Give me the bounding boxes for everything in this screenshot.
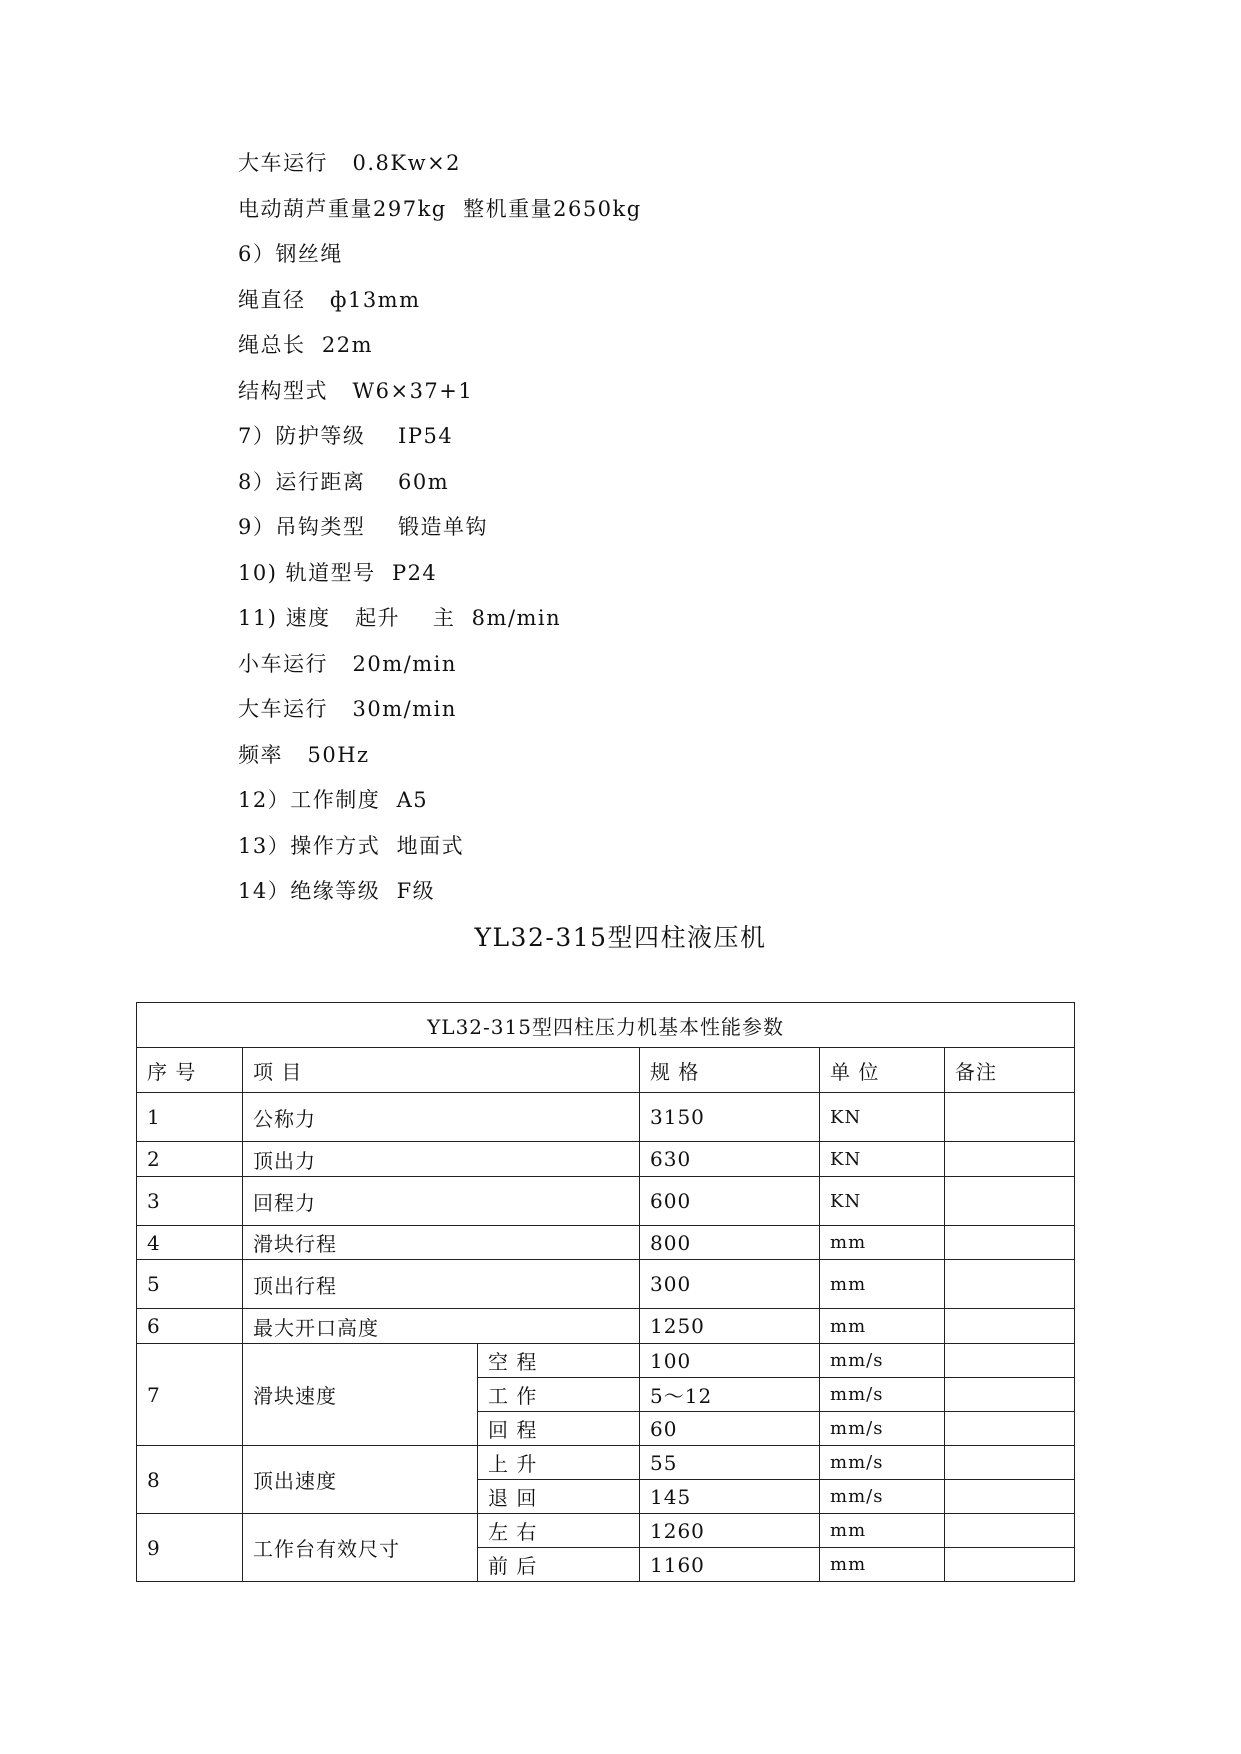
row-remark bbox=[945, 1260, 1075, 1309]
row-subitem: 工 作 bbox=[478, 1378, 640, 1412]
row-no: 5 bbox=[137, 1260, 243, 1309]
spec-line: 9）吊钩类型 锻造单钩 bbox=[238, 515, 489, 539]
row-unit: KN bbox=[820, 1093, 945, 1142]
row-remark bbox=[945, 1548, 1075, 1582]
row-spec: 1160 bbox=[640, 1548, 820, 1582]
spec-line: 6）钢丝绳 bbox=[238, 242, 343, 266]
row-spec: 60 bbox=[640, 1412, 820, 1446]
row-no: 1 bbox=[137, 1093, 243, 1142]
row-spec: 55 bbox=[640, 1446, 820, 1480]
row-remark bbox=[945, 1344, 1075, 1378]
row-unit: mm/s bbox=[820, 1344, 945, 1378]
row-unit: mm/s bbox=[820, 1446, 945, 1480]
spec-line: 大车运行 30m/min bbox=[238, 697, 457, 721]
row-no: 6 bbox=[137, 1309, 243, 1344]
spec-line: 8）运行距离 60m bbox=[238, 469, 450, 494]
row-unit: mm bbox=[820, 1309, 945, 1344]
row-unit: KN bbox=[820, 1177, 945, 1226]
table-row bbox=[137, 1514, 1075, 1548]
row-subitem: 左 右 bbox=[478, 1514, 640, 1548]
spec-line: 结构型式 W6×37+1 bbox=[238, 378, 474, 403]
row-subitem: 空 程 bbox=[478, 1344, 640, 1378]
row-spec: 630 bbox=[640, 1142, 820, 1177]
spec-line: 10) 轨道型号 P24 bbox=[238, 560, 438, 585]
row-remark bbox=[945, 1514, 1075, 1548]
row-subitem: 退 回 bbox=[478, 1480, 640, 1514]
row-spec: 5～12 bbox=[640, 1378, 820, 1412]
table-row bbox=[137, 1309, 1075, 1344]
spec-line: 绳直径 ф13mm bbox=[238, 287, 421, 312]
row-item: 公称力 bbox=[243, 1093, 640, 1142]
spec-line: 小车运行 20m/min bbox=[238, 651, 457, 676]
spec-line: 12）工作制度 A5 bbox=[238, 788, 429, 812]
table-row bbox=[137, 1260, 1075, 1309]
header-remark: 备注 bbox=[945, 1048, 1075, 1093]
table-title: YL32-315型四柱压力机基本性能参数 bbox=[137, 1003, 1075, 1048]
spec-line: 14）绝缘等级 F级 bbox=[238, 879, 436, 903]
row-spec: 300 bbox=[640, 1260, 820, 1309]
row-remark bbox=[945, 1309, 1075, 1344]
row-subitem: 回 程 bbox=[478, 1412, 640, 1446]
header-item: 项 目 bbox=[243, 1048, 640, 1093]
row-no: 7 bbox=[137, 1344, 243, 1446]
row-no: 4 bbox=[137, 1226, 243, 1260]
spec-line: 电动葫芦重量297kg 整机重量2650kg bbox=[238, 196, 642, 221]
spec-line: 绳总长 22m bbox=[238, 333, 373, 357]
row-no: 9 bbox=[137, 1514, 243, 1582]
row-spec: 600 bbox=[640, 1177, 820, 1226]
row-item: 顶出力 bbox=[243, 1142, 640, 1177]
table-row bbox=[137, 1344, 1075, 1378]
table-row bbox=[137, 1446, 1075, 1480]
row-unit: mm/s bbox=[820, 1480, 945, 1514]
table-row bbox=[137, 1142, 1075, 1177]
table-header-row bbox=[137, 1048, 1075, 1093]
row-item: 回程力 bbox=[243, 1177, 640, 1226]
row-item: 顶出行程 bbox=[243, 1260, 640, 1309]
row-spec: 1250 bbox=[640, 1309, 820, 1344]
row-remark bbox=[945, 1142, 1075, 1177]
row-unit: KN bbox=[820, 1142, 945, 1177]
spec-line: 频率 50Hz bbox=[238, 742, 370, 767]
row-unit: mm/s bbox=[820, 1378, 945, 1412]
row-spec: 1260 bbox=[640, 1514, 820, 1548]
row-no: 2 bbox=[137, 1142, 243, 1177]
spec-line: 7）防护等级 IP54 bbox=[238, 424, 454, 448]
spec-line: 大车运行 0.8Kw×2 bbox=[238, 151, 462, 175]
row-spec: 145 bbox=[640, 1480, 820, 1514]
row-remark bbox=[945, 1093, 1075, 1142]
row-item: 工作台有效尺寸 bbox=[243, 1514, 478, 1582]
row-subitem: 前 后 bbox=[478, 1548, 640, 1582]
row-remark bbox=[945, 1480, 1075, 1514]
row-item: 顶出速度 bbox=[243, 1446, 478, 1514]
row-spec: 3150 bbox=[640, 1093, 820, 1142]
spec-line: 13）操作方式 地面式 bbox=[238, 833, 465, 858]
row-item: 滑块速度 bbox=[243, 1344, 478, 1446]
table-row bbox=[137, 1226, 1075, 1260]
row-item: 滑块行程 bbox=[243, 1226, 640, 1260]
row-unit: mm bbox=[820, 1514, 945, 1548]
row-item: 最大开口高度 bbox=[243, 1309, 640, 1344]
table-row bbox=[137, 1093, 1075, 1142]
row-spec: 800 bbox=[640, 1226, 820, 1260]
row-unit: mm bbox=[820, 1548, 945, 1582]
table-row bbox=[137, 1177, 1075, 1226]
row-unit: mm bbox=[820, 1226, 945, 1260]
row-spec: 100 bbox=[640, 1344, 820, 1378]
table-title-row bbox=[137, 1003, 1075, 1048]
row-remark bbox=[945, 1378, 1075, 1412]
row-no: 3 bbox=[137, 1177, 243, 1226]
machine-heading: YL32-315型四柱液压机 bbox=[474, 923, 767, 952]
row-remark bbox=[945, 1226, 1075, 1260]
row-remark bbox=[945, 1177, 1075, 1226]
row-unit: mm bbox=[820, 1260, 945, 1309]
spec-list bbox=[238, 146, 642, 920]
row-unit: mm/s bbox=[820, 1412, 945, 1446]
row-remark bbox=[945, 1446, 1075, 1480]
row-subitem: 上 升 bbox=[478, 1446, 640, 1480]
header-unit: 单 位 bbox=[820, 1048, 945, 1093]
row-no: 8 bbox=[137, 1446, 243, 1514]
performance-table bbox=[136, 1002, 1075, 1582]
row-remark bbox=[945, 1412, 1075, 1446]
spec-line: 11) 速度 起升 主 8m/min bbox=[238, 606, 562, 630]
header-spec: 规 格 bbox=[640, 1048, 820, 1093]
header-no: 序 号 bbox=[137, 1048, 243, 1093]
